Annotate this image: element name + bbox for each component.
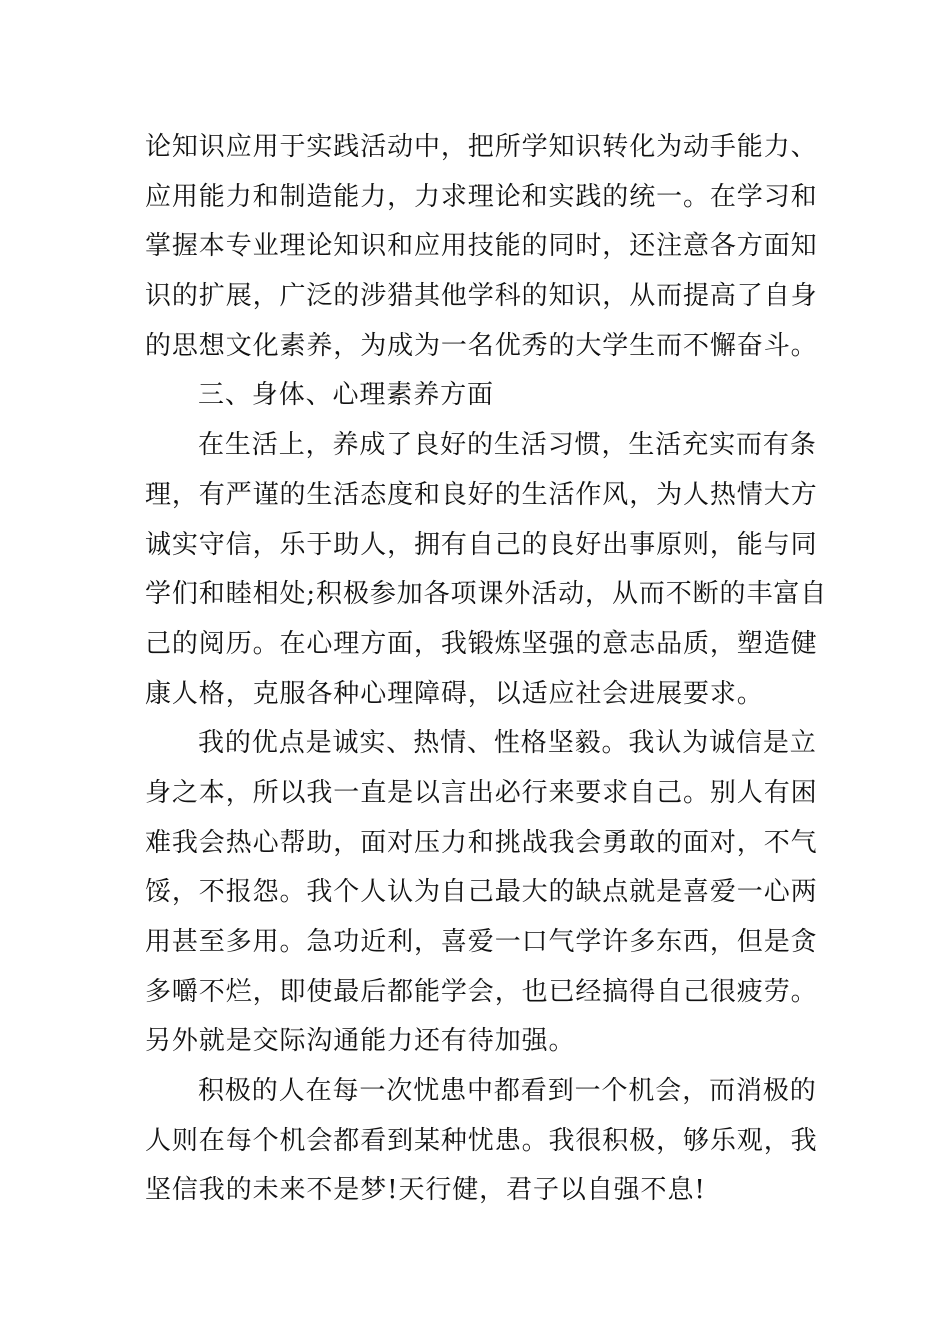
text-line-4: 识的扩展，广泛的涉猎其他学科的知识，从而提高了自身 xyxy=(145,281,818,312)
text-line-9: 诚实守信，乐于助人，拥有自己的良好出事原则，能与同 xyxy=(145,529,818,560)
text-line-18: 多嚼不烂，即使最后都能学会，也已经搞得自己很疲劳。 xyxy=(145,976,818,1007)
text-line-22: 坚信我的未来不是梦!天行健，君子以自强不息! xyxy=(145,1175,706,1206)
section-heading: 三、身体、心理素养方面 xyxy=(198,380,494,411)
text-line-20: 积极的人在每一次忧患中都看到一个机会，而消极的 xyxy=(198,1076,817,1107)
text-line-17: 用甚至多用。急功近利，喜爱一口气学许多东西，但是贪 xyxy=(145,927,818,957)
text-line-14: 身之本，所以我一直是以言出必行来要求自己。别人有困 xyxy=(145,777,818,808)
document-body xyxy=(145,123,828,1216)
text-line-15: 难我会热心帮助，面对压力和挑战我会勇敢的面对，不气 xyxy=(145,827,818,858)
text-line-1: 论知识应用于实践活动中，把所学知识转化为动手能力、 xyxy=(145,132,818,162)
text-line-3: 掌握本专业理论知识和应用技能的同时，还注意各方面知 xyxy=(145,231,818,262)
text-line-2: 应用能力和制造能力，力求理论和实践的统一。在学习和 xyxy=(145,181,818,212)
text-line-13: 我的优点是诚实、热情、性格坚毅。我认为诚信是立 xyxy=(198,728,817,759)
text-line-16: 馁，不报怨。我个人认为自己最大的缺点就是喜爱一心两 xyxy=(145,877,818,908)
text-line-11: 己的阅历。在心理方面，我锻炼坚强的意志品质，塑造健 xyxy=(145,628,818,659)
text-line-19: 另外就是交际沟通能力还有待加强。 xyxy=(145,1026,576,1057)
text-line-7: 在生活上，养成了良好的生活习惯，生活充实而有条 xyxy=(198,430,817,461)
text-line-5: 的思想文化素养，为成为一名优秀的大学生而不懈奋斗。 xyxy=(145,330,818,361)
text-line-12: 康人格，克服各种心理障碍，以适应社会进展要求。 xyxy=(145,678,764,709)
text-line-21: 人则在每个机会都看到某种忧患。我很积极，够乐观，我 xyxy=(145,1125,818,1156)
text-line-10: 学们和睦相处;积极参加各项课外活动，从而不断的丰富自 xyxy=(145,579,828,610)
text-line-8: 理，有严谨的生活态度和良好的生活作风，为人热情大方 xyxy=(145,479,818,510)
